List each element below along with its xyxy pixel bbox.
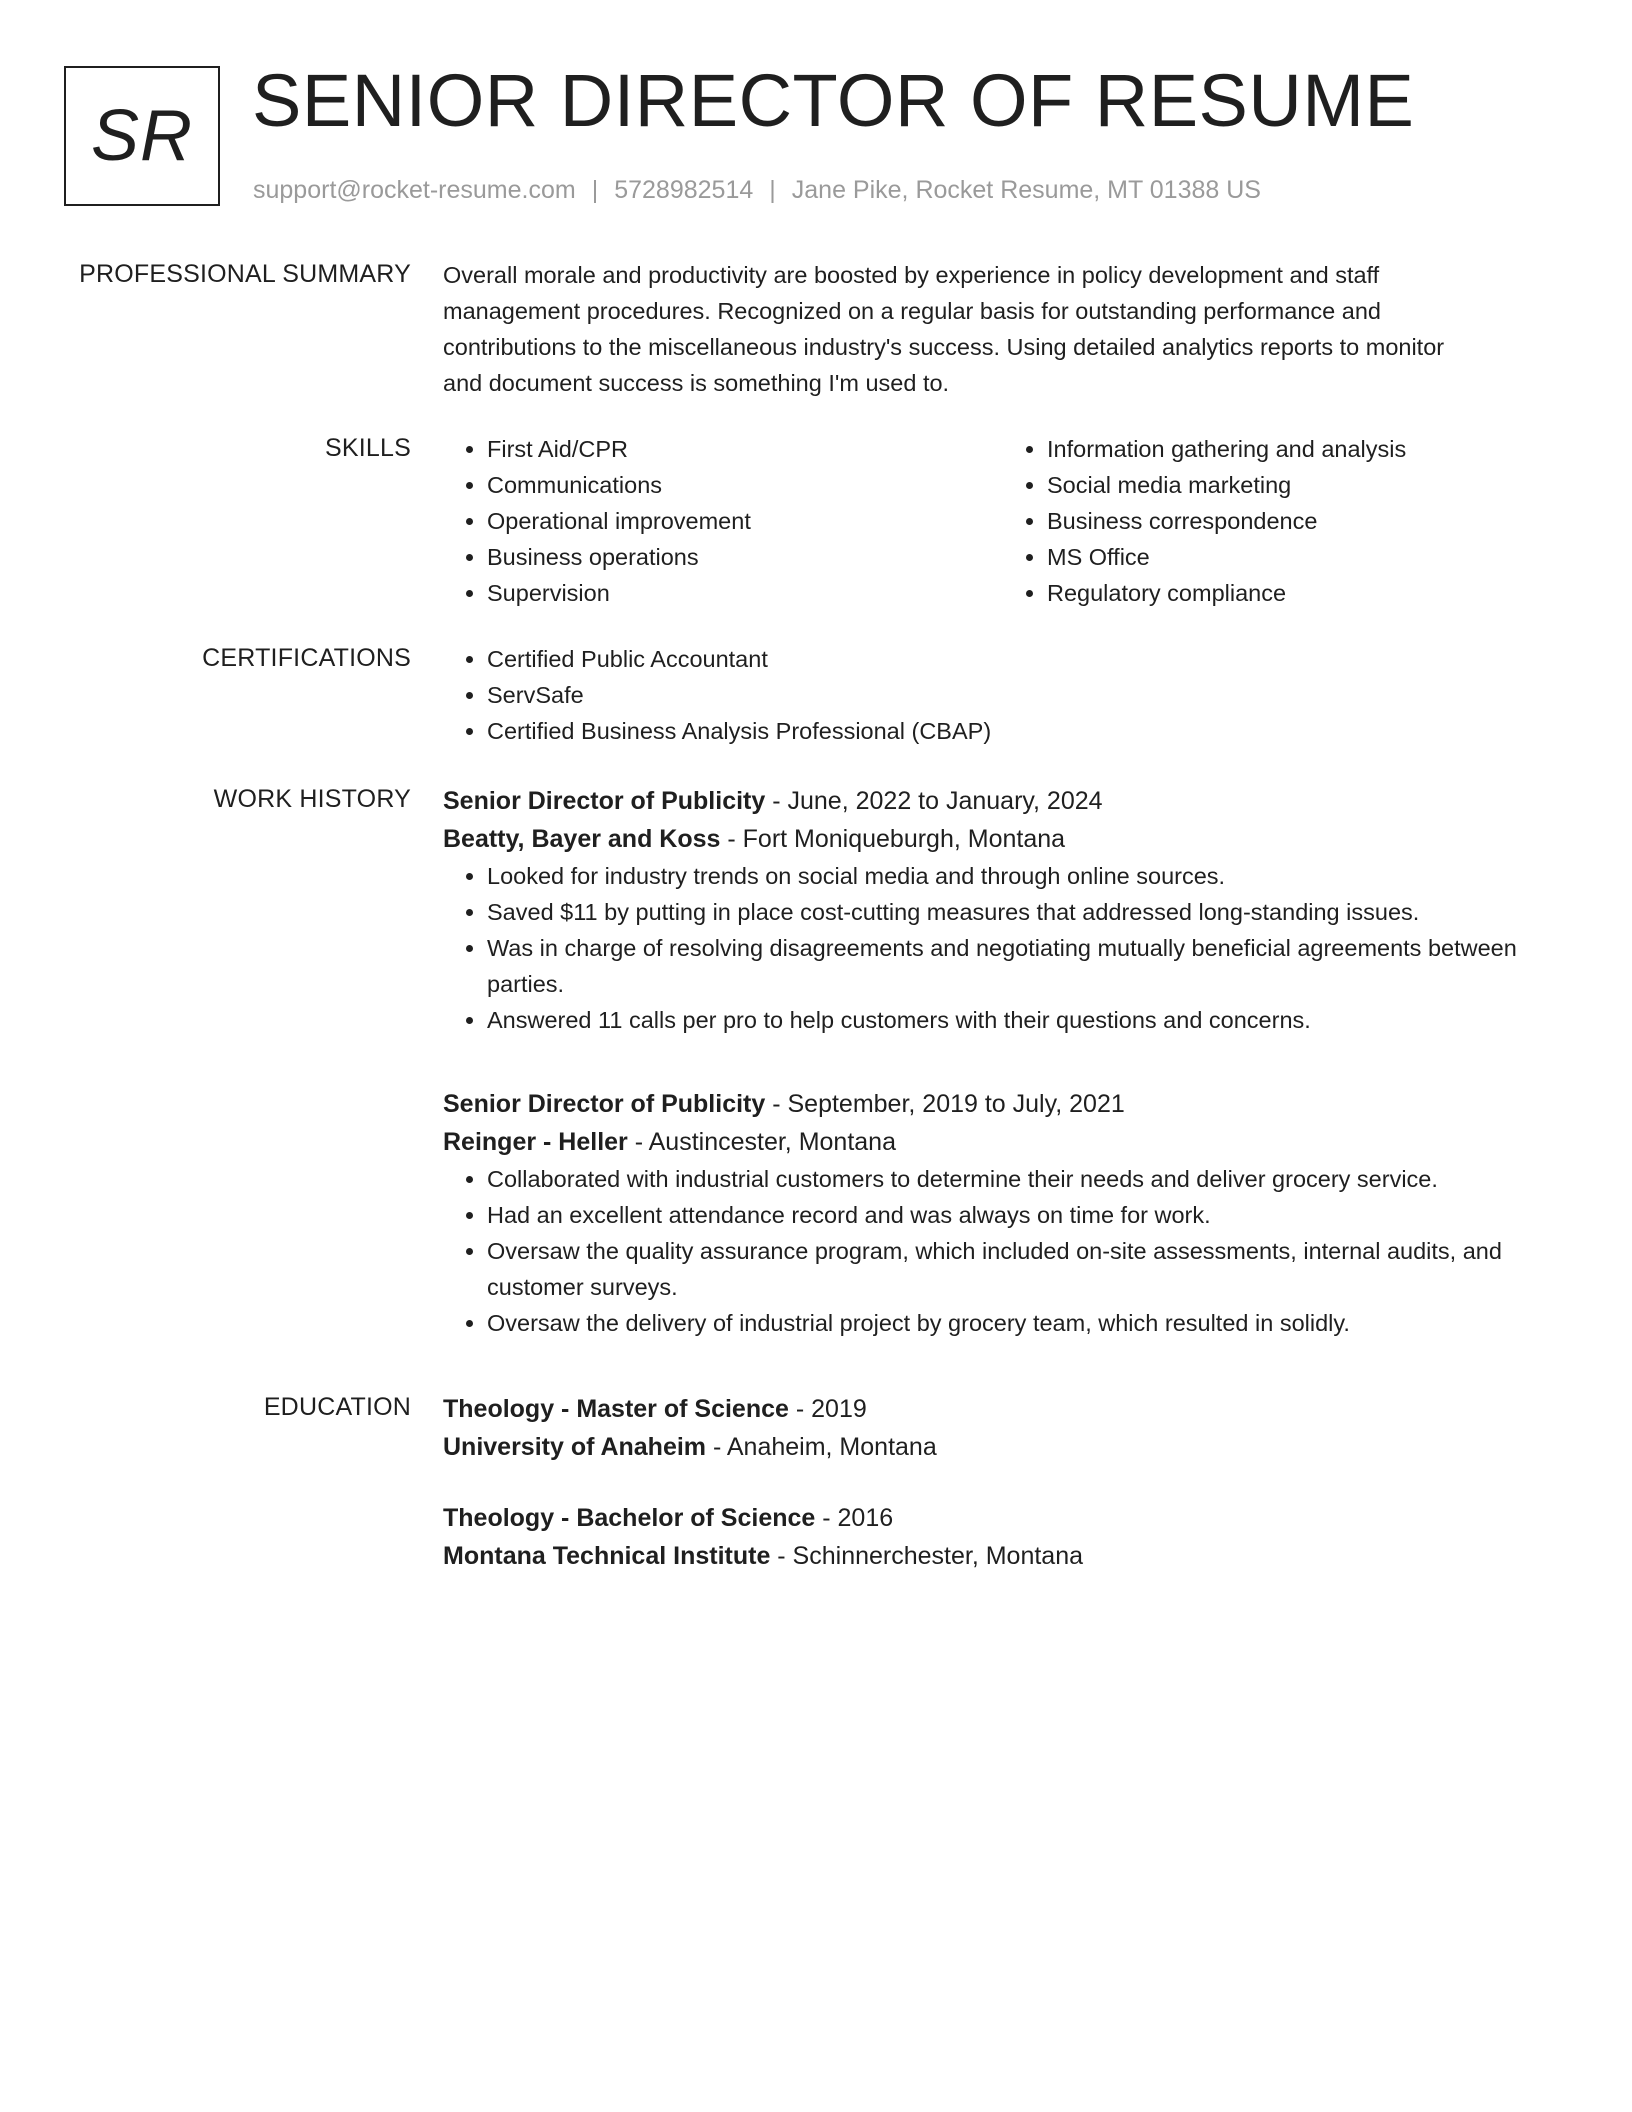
education-location: - Anaheim, Montana [706, 1433, 937, 1461]
summary-line: Overall morale and productivity are boosted by experience in policy development and staff [443, 262, 1380, 288]
job-title-line [443, 1085, 1563, 1123]
contact-email: support@rocket-resume.com [253, 176, 576, 204]
job-company-line [443, 820, 1563, 858]
job-bullet: • Had an excellent attendance record and was always on time for work. [487, 1197, 1563, 1233]
work-history-heading: WORK HISTORY [213, 785, 411, 813]
education-year: - 2016 [815, 1504, 894, 1532]
education-degree-line [443, 1390, 1563, 1428]
job-entry [443, 1085, 1563, 1341]
skills-list-right [1003, 431, 1563, 611]
job-bullet: • Oversaw the quality assurance program, which included on-site assessments, internal audits, and customer surveys. [487, 1233, 1563, 1305]
summary-line: contributions to the miscellaneous industry's success. Using detailed analytics reports to monitor [443, 334, 1445, 360]
education-year: - 2019 [788, 1395, 867, 1423]
monogram-box [64, 66, 220, 206]
skill-item: • Information gathering and analysis [1047, 431, 1563, 467]
skill-item: • Social media marketing [1047, 467, 1563, 503]
job-company-line [443, 1123, 1563, 1161]
summary-line: and document success is something I'm used to. [443, 370, 950, 396]
education-school-line [443, 1428, 1563, 1466]
education-school: Montana Technical Institute [443, 1542, 771, 1570]
summary-heading: PROFESSIONAL SUMMARY [79, 260, 411, 288]
certifications-content [443, 641, 1563, 749]
summary-line: management procedures. Recognized on a regular basis for outstanding performance and [443, 298, 1381, 324]
job-title: Senior Director of Publicity [443, 787, 766, 815]
certification-item: • Certified Business Analysis Professional (CBAP) [487, 713, 1563, 749]
job-location: - Fort Moniqueburgh, Montana [720, 825, 1066, 853]
education-degree: Theology - Master of Science [443, 1395, 789, 1423]
contact-separator: | [591, 176, 599, 204]
job-bullet: • Looked for industry trends on social media and through online sources. [487, 858, 1563, 894]
job-dates: - September, 2019 to July, 2021 [765, 1090, 1125, 1118]
job-bullet: • Answered 11 calls per pro to help customers with their questions and concerns. [487, 1002, 1563, 1038]
job-bullet: • Was in charge of resolving disagreements and negotiating mutually beneficial agreements between parties. [487, 930, 1563, 1002]
resume-title: SENIOR DIRECTOR OF RESUME [252, 59, 1415, 142]
contact-phone: 5728982514 [614, 176, 754, 204]
skills-grid [443, 431, 1563, 611]
job-bullet: • Collaborated with industrial customers to determine their needs and deliver grocery service. [487, 1161, 1563, 1197]
certification-item: • ServSafe [487, 677, 1563, 713]
skill-item: • Supervision [487, 575, 1003, 611]
skills-list-left [443, 431, 1003, 611]
education-entry [443, 1499, 1563, 1575]
monogram-initials: SR [90, 96, 194, 176]
education-school: University of Anaheim [443, 1433, 707, 1461]
skill-item: • Business operations [487, 539, 1003, 575]
job-bullets [443, 1161, 1563, 1341]
contact-address: Jane Pike, Rocket Resume, MT 01388 US [791, 176, 1261, 204]
job-bullet: • Saved $11 by putting in place cost-cutting measures that addressed long-standing issues. [487, 894, 1563, 930]
job-title-line [443, 782, 1563, 820]
education-heading: EDUCATION [263, 1393, 411, 1421]
certifications-heading: CERTIFICATIONS [202, 644, 411, 672]
certifications-list [443, 641, 1563, 749]
job-company: Beatty, Bayer and Koss [443, 825, 721, 853]
skill-item: • Business correspondence [1047, 503, 1563, 539]
certification-item: • Certified Public Accountant [487, 641, 1563, 677]
skills-heading: SKILLS [325, 434, 411, 462]
skill-item: • First Aid/CPR [487, 431, 1003, 467]
job-bullets [443, 858, 1563, 1038]
skill-item: • Operational improvement [487, 503, 1003, 539]
job-entry [443, 782, 1563, 1038]
contact-separator: | [769, 176, 776, 204]
education-school-line [443, 1537, 1563, 1575]
job-company: Reinger - Heller [443, 1128, 628, 1156]
job-title: Senior Director of Publicity [443, 1090, 766, 1118]
job-bullet: • Oversaw the delivery of industrial project by grocery team, which resulted in solidly. [487, 1305, 1563, 1341]
job-dates: - June, 2022 to January, 2024 [765, 787, 1103, 815]
skill-item: • Regulatory compliance [1047, 575, 1563, 611]
education-degree: Theology - Bachelor of Science [443, 1504, 816, 1532]
education-degree-line [443, 1499, 1563, 1537]
summary-text [443, 257, 1563, 401]
skill-item: • MS Office [1047, 539, 1563, 575]
contact-line [253, 173, 1261, 207]
education-entry [443, 1390, 1563, 1466]
skill-item: • Communications [487, 467, 1003, 503]
education-location: - Schinnerchester, Montana [770, 1542, 1084, 1570]
job-location: - Austincester, Montana [627, 1128, 896, 1156]
